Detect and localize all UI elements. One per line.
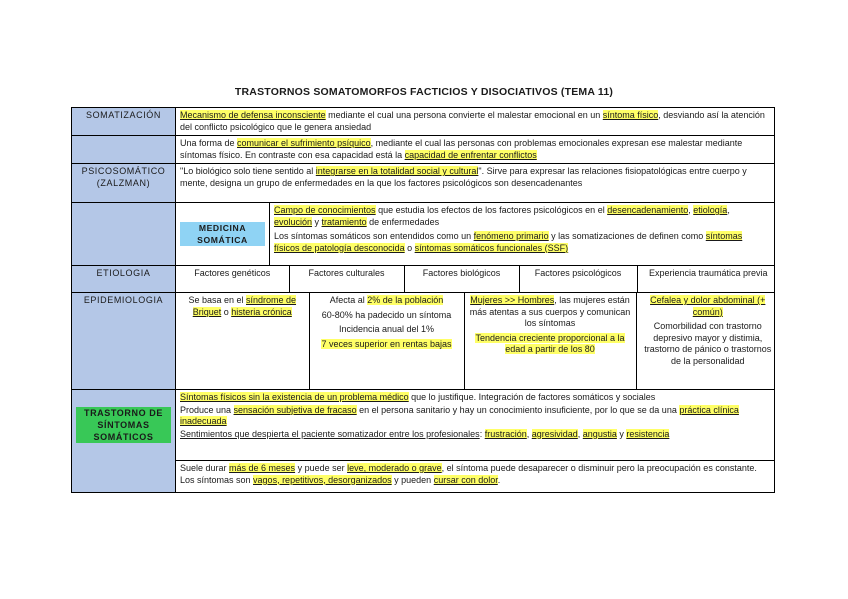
- row-psicosomatico-2: [72, 164, 775, 203]
- hl-text: Mecanismo de defensa inconsciente: [180, 110, 326, 120]
- text: Afecta al: [329, 295, 368, 305]
- hl-text: sensación subjetiva de fracaso: [233, 404, 357, 415]
- epi-line: [469, 295, 632, 330]
- text: y: [312, 216, 322, 227]
- hl-text: Síntomas físicos sin la existencia de un problema médico: [180, 392, 409, 402]
- hl-text: integrarse en la totalidad social y cultural: [315, 166, 479, 176]
- text: y las somatizaciones de definen como: [548, 231, 706, 241]
- hl-text: Tendencia creciente proporcional a la edad a partir de los 80: [475, 332, 625, 354]
- summary-table: [71, 107, 775, 493]
- trastorno-p3: [180, 429, 770, 441]
- hl-text: síntomas somáticos funcionales (SSF): [414, 242, 569, 253]
- text: Produce una: [180, 404, 234, 415]
- cell-trastorno-2: [176, 461, 775, 493]
- text: que lo justifique. Integración de factores somáticos y sociales: [408, 392, 656, 402]
- label-somatizacion: SOMATIZACIÓN: [72, 108, 176, 136]
- text: , el síntoma puede desaparecer o disminuir pero la preocupación es constante. Los síntomas son: [180, 463, 757, 485]
- hl-text: Campo de conocimientos: [274, 205, 376, 215]
- hl-text: leve, moderado o grave: [347, 463, 442, 473]
- hl-text: vagos, repetitivos, desorganizados: [253, 474, 392, 485]
- factor-cultural: Factores culturales: [289, 266, 404, 292]
- hl-text: 7 veces superior en rentas bajas: [321, 338, 452, 349]
- epi-line: [314, 339, 460, 351]
- text: y puede ser: [295, 463, 348, 473]
- factor-psychological: Factores psicológicos: [519, 266, 637, 292]
- hl-text: frustración: [484, 428, 527, 439]
- epi-line: [314, 295, 460, 307]
- row-epidemiologia: [72, 293, 775, 390]
- row-somatizacion: [72, 108, 775, 136]
- text: "Lo biológico solo tiene sentido al: [180, 166, 316, 176]
- trastorno-p1: [180, 392, 770, 404]
- text: o: [221, 306, 232, 317]
- hl-text: Mujeres >> Hombres: [470, 295, 555, 305]
- hl-text: síntomas físicos de patología desconocida: [274, 231, 743, 253]
- epi-col-1: [176, 293, 309, 389]
- factor-biological: Factores biológicos: [404, 266, 519, 292]
- epi-col-3: [464, 293, 636, 389]
- medicina-p1: [274, 205, 770, 228]
- epi-line: Incidencia anual del 1%: [338, 324, 435, 334]
- hl-text: más de 6 meses: [229, 463, 296, 473]
- etiologia-factors: [176, 266, 779, 292]
- epi-line: [469, 333, 632, 356]
- epi-line: Comorbilidad con trastorno depresivo mayor y distimia, trastorno de pánico o trastornos de la personalidad: [644, 321, 772, 366]
- epi-col-4: [636, 293, 779, 389]
- medicina-tag: MEDICINA SOMÁTICA: [180, 222, 265, 246]
- text: , las mujeres están más atentas a sus cuerpos y comunican los síntomas: [469, 295, 631, 328]
- label-empty: [72, 203, 176, 266]
- hl-text: cursar con dolor: [433, 474, 498, 485]
- hl-text: fenómeno primario: [473, 231, 549, 241]
- factor-trauma: Experiencia traumática previa: [637, 266, 779, 292]
- cell-psicosomatico-1: [176, 136, 775, 164]
- hl-text: capacidad de enfrentar conflictos: [404, 149, 537, 160]
- hl-text: síntoma físico: [602, 110, 659, 120]
- cell-psicosomatico-2: [176, 164, 775, 203]
- text: ,: [526, 428, 532, 439]
- text: Suele durar: [180, 463, 230, 473]
- epi-line: [641, 295, 776, 318]
- text: Una forma de: [180, 138, 238, 148]
- factor-genetic: Factores genéticos: [194, 268, 271, 278]
- label-epidemiologia: EPIDEMIOLOGIA: [72, 293, 176, 390]
- text: Los síntomas somáticos son entendidos como un: [274, 231, 474, 241]
- hl-text: histeria crónica: [231, 306, 292, 317]
- text: :: [479, 428, 485, 439]
- epi-col-2: [309, 293, 464, 389]
- row-trastorno-2: [72, 461, 775, 493]
- hl-text: síndrome de Briquet: [192, 295, 297, 317]
- text: ,: [577, 428, 583, 439]
- row-etiologia: [72, 266, 775, 293]
- hl-text: agresividad: [531, 428, 578, 439]
- hl-text: desencadenamiento: [607, 205, 689, 215]
- trastorno-p2: [180, 405, 770, 428]
- cell-trastorno-1: [176, 390, 775, 461]
- text: o: [404, 242, 415, 253]
- text: Se basa en el: [188, 295, 246, 305]
- row-psicosomatico-1: [72, 136, 775, 164]
- label-empty: [72, 461, 176, 493]
- text: de enfermedades: [366, 216, 440, 227]
- label-etiologia: ETIOLOGIA: [72, 266, 176, 293]
- cell-medicina-label: [176, 203, 270, 266]
- row-medicina-somatica: [72, 203, 775, 266]
- hl-text: etiología: [693, 205, 728, 215]
- text: ,: [727, 205, 730, 215]
- text: ". Sirve para expresar las relaciones fisiopatológicas entre cuerpo y mente, designa un grupo de enfermedades en la que los factores psicológicos son desencadenantes: [180, 166, 747, 188]
- text: , desviando así la atención del conflicto psicológico que le genera ansiedad: [180, 110, 765, 132]
- hl-text: práctica clínica inadecuada: [180, 404, 739, 426]
- text: mediante el cual una persona convierte el malestar emocional en un: [325, 110, 603, 120]
- label-empty: [72, 136, 176, 164]
- text: y: [616, 428, 627, 439]
- cell-etiologia: [176, 266, 775, 293]
- u-text: Sentimientos que despierta el paciente somatizador entre los profesionales: [180, 428, 480, 439]
- trastorno-tag: TRASTORNO DE SÍNTOMAS SOMÁTICOS: [76, 407, 171, 443]
- text: ,: [688, 205, 694, 215]
- epi-line: 60-80% ha padecido un síntoma: [321, 309, 452, 320]
- cell-medicina: [270, 203, 775, 266]
- label-psicosomatico: PSICOSOMÁTICO (ZALZMAN): [72, 164, 176, 203]
- cell-somatizacion: [176, 108, 775, 136]
- text: en el persona sanitario y hay un conocimiento insuficiente, por lo que se da una: [356, 404, 680, 415]
- medicina-p2: [274, 231, 770, 254]
- text: , mediante el cual las personas con problemas emocionales expresan ese malestar mediante síntomas físico. En contraste con esa capacidad está la: [180, 138, 743, 160]
- hl-text: Cefalea y dolor abdominal (+ común): [650, 295, 766, 317]
- text: que estudia los efectos de los factores psicológicos en el: [375, 205, 608, 215]
- hl-text: resistencia: [626, 428, 670, 439]
- hl-text: 2% de la población: [367, 295, 444, 305]
- hl-text: comunicar el sufrimiento psíquico: [237, 138, 371, 148]
- hl-text: angustia: [582, 428, 617, 439]
- hl-text: tratamiento: [321, 216, 367, 227]
- row-trastorno-1: [72, 390, 775, 461]
- epidemiologia-columns: [176, 293, 779, 389]
- hl-text: evolución: [274, 216, 313, 227]
- cell-epidemiologia: [176, 293, 775, 390]
- text: .: [497, 474, 501, 485]
- page-title: TRASTORNOS SOMATOMORFOS FACTICIOS Y DISOCIATIVOS (TEMA 11): [234, 86, 614, 98]
- label-trastorno: [72, 390, 176, 461]
- text: y pueden: [391, 474, 434, 485]
